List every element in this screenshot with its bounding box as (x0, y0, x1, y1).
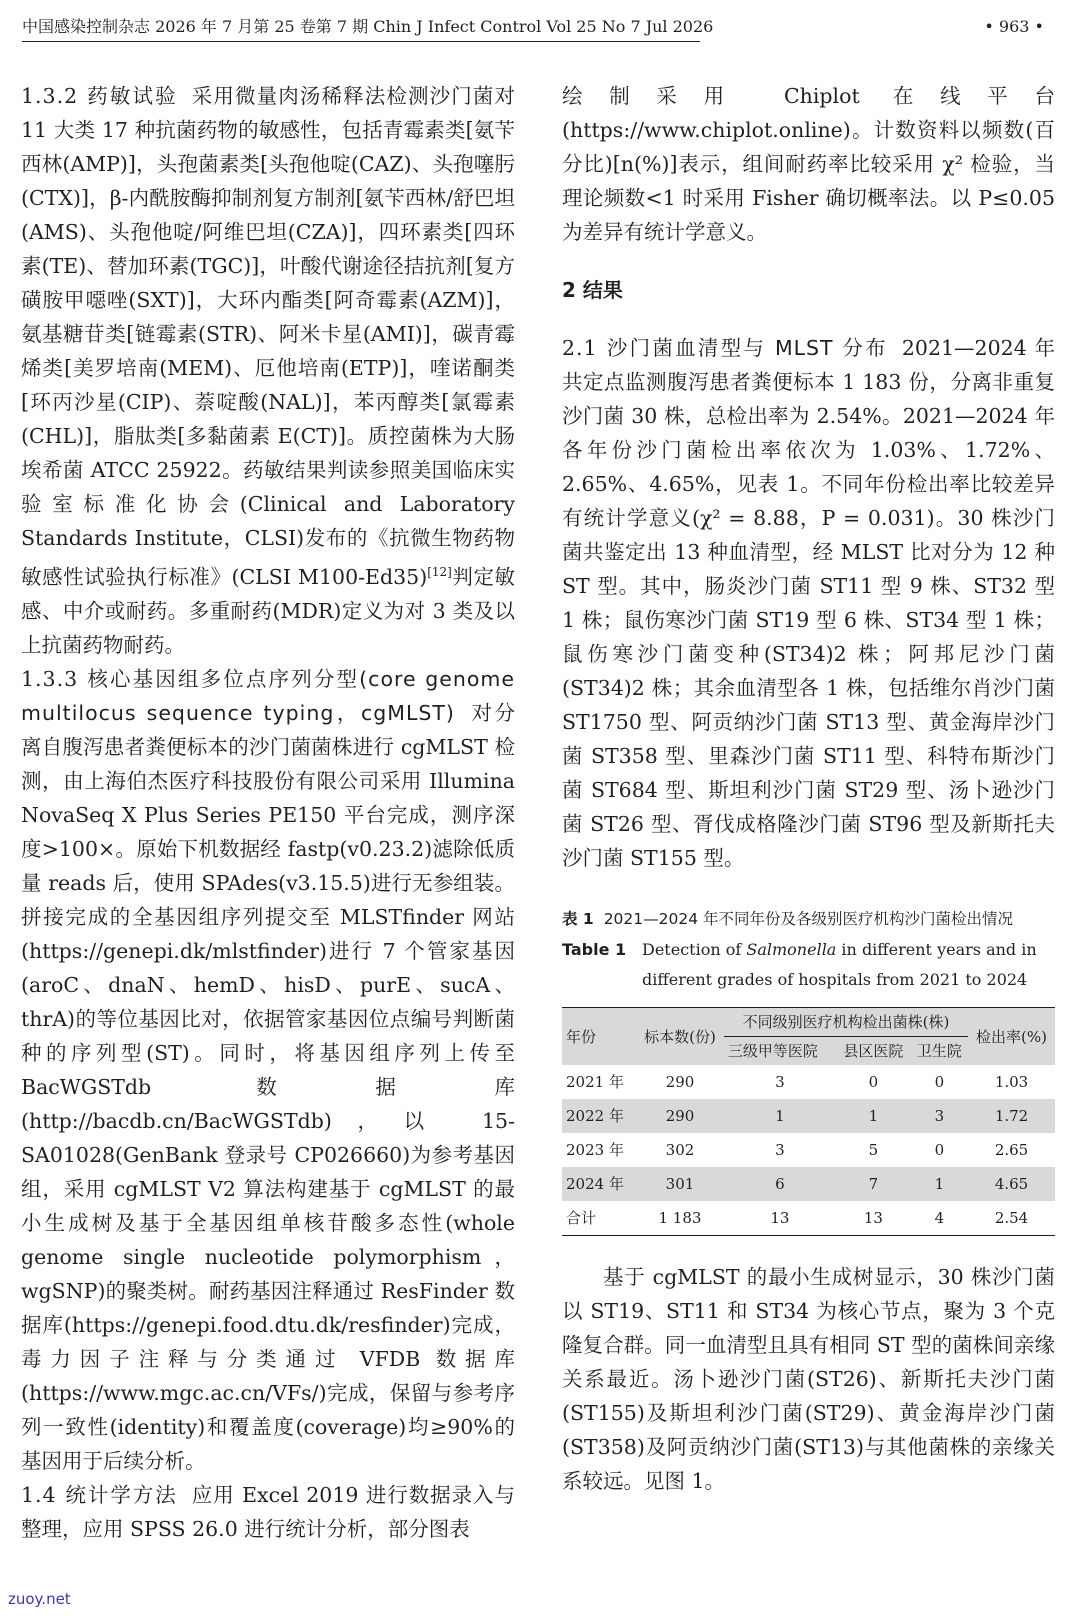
cell-county: 5 (868, 1141, 879, 1159)
cell-samples: 301 (636, 1167, 724, 1201)
paragraph-text: 应用 Excel 2019 进行数据录入与整理，应用 SPSS 26.0 进行统计分析，部分图表 (21, 1482, 515, 1541)
section-title: 统计学方法 (64, 1482, 178, 1507)
paragraph-text: 对分离自腹泻患者粪便标本的沙门菌菌株进行 cgMLST 检测，由上海伯杰医疗科技股份有限公司采用 Illumina NovaSeq X Plus Series PE150 平台完成，测序深度>100×。原始下机数据经 fastp(v0.23.2)滤除低质量 reads 后，使用 SPAdes(v3.15.5)进行无参组装。拼接完成的全基因组序列提交至 MLSTfinder 网站(https://genepi.dk/mlstfinder)进行 7 个管家基因(aroC、dnaN、hemD、hisD、purE、sucA、thrA)的等位基因比对，依据管家基因位点编号判断菌种的序列型(ST)。同时，将基因组序列上传至 BacWGSTdb 数据库(http://bacdb.cn/BacWGSTdb)，以 15-SA01028(GenBank 登录号 CP026660)为参考基因组，采用 cgMLST V2 算法构建基于 cgMLST 的最小生成树及基于全基因组单核苷酸多态性(whole genome single nucleotide polymorphism，wgSNP)的聚类树。耐药基因注释通过 ResFinder 数据库(https://genepi.food.dtu.dk/resfinder)完成，毒力因子注释与分类通过 VFDB 数据库(https://www.mgc.ac.cn/VFs/)完成，保留与参考序列一致性(identity)和覆盖度(coverage)均≥90%的基因用于后续分析。 (21, 700, 516, 1473)
caption-text: in different years and in different grades of hospitals from 2021 to 2024 (642, 940, 1037, 989)
table-caption-en (562, 935, 1055, 995)
cell-samples: 290 (636, 1099, 724, 1133)
cell-tertiary: 1 (724, 1099, 836, 1133)
table-title-cn: 2021—2024 年不同年份及各级别医疗机构沙门菌检出情况 (603, 910, 1014, 928)
table-caption-cn (562, 905, 1055, 933)
cell-rate: 2.65 (994, 1141, 1029, 1159)
cell-tertiary: 6 (724, 1167, 836, 1201)
section-heading-results: 2 结果 (562, 278, 623, 302)
section-2-1 (562, 331, 1055, 875)
section-title: 药敏试验 (86, 84, 178, 108)
cell-county: 0 (868, 1073, 879, 1091)
cell-county: 1 (836, 1099, 911, 1133)
journal-citation: 中国感染控制杂志 2026 年 7 月第 25 卷第 7 期 Chin J Infect Control Vol 25 No 7 Jul 2026 (22, 17, 714, 36)
section-number: 1.3.3 (21, 666, 79, 691)
cell-year: 合计 (566, 1209, 597, 1227)
table-row (562, 1099, 1055, 1133)
table-label-en: Table 1 (562, 940, 627, 959)
paragraph-text: 判定敏感、中介或耐药。多重耐药(MDR)定义为对 3 类及以上抗菌药物耐药。 (21, 564, 516, 657)
section-title: 沙门菌血清型与 MLST 分布 (605, 336, 888, 360)
cell-year: 2021 年 (566, 1073, 624, 1091)
cell-health: 0 (934, 1141, 945, 1159)
left-column (21, 79, 515, 1546)
cell-county: 13 (863, 1209, 883, 1227)
header-tertiary: 三级甲等医院 (724, 1037, 836, 1066)
table-row (562, 1133, 1055, 1167)
header-health-center: 卫生院 (911, 1037, 968, 1066)
section-1-4 (21, 1478, 515, 1546)
section-1-3-2 (21, 79, 515, 662)
cell-year: 2024 年 (562, 1167, 636, 1201)
cell-rate: 2.54 (994, 1209, 1029, 1227)
paragraph-after-table: 基于 cgMLST 的最小生成树显示，30 株沙门菌以 ST19、ST11 和 ST34 为核心节点，聚为 3 个克隆复合群。同一血清型且具有相同 ST 型的菌株间亲缘关系最近。汤卜逊沙门菌(ST26)、新斯托夫沙门菌(ST155)及斯坦利沙门菌(ST29)、黄金海岸沙门菌(ST358)及阿贡纳沙门菌(ST13)与其他菌株的亲缘关系较远。见图 1。 (562, 1265, 1055, 1493)
cell-health: 0 (934, 1073, 945, 1091)
citation-ref[interactable]: [12] (427, 565, 452, 579)
cell-tertiary: 13 (770, 1209, 790, 1227)
paragraph-continued: 绘制采用 Chiplot 在线平台(https://www.chiplot.online)。计数资料以频数(百分比)[n(%)]表示，组间耐药率比较采用 χ² 检验，当理论频数<1 时采用 Fisher 确切概率法。以 P≤0.05 为差异有统计学意义。 (562, 84, 1055, 244)
table-row (562, 1167, 1055, 1201)
header-hospital-group: 不同级别医疗机构检出菌株(株) (724, 1008, 968, 1037)
cell-tertiary: 3 (775, 1073, 785, 1091)
page-number: • 963 • (984, 17, 1044, 36)
paragraph-text: 采用微量肉汤稀释法检测沙门菌对 11 大类 17 种抗菌药物的敏感性，包括青霉素类[氨苄西林(AMP)]，头孢菌素类[头孢他啶(CAZ)、头孢噻肟(CTX)]，β-内酰胺酶抑制剂复方制剂[氨苄西林/舒巴坦(AMS)、头孢他啶/阿维巴坦(CZA)]，四环素类[四环素(TE)、替加环素(TGC)]，叶酸代谢途径拮抗剂[复方磺胺甲噁唑(SXT)]，大环内酯类[阿奇霉素(AZM)]，氨基糖苷类[链霉素(STR)、阿米卡星(AMI)]，碳青霉烯类[美罗培南(MEM)、厄他培南(ETP)]，喹诺酮类[环丙沙星(CIP)、萘啶酸(NAL)]，苯丙醇类[氯霉素(CHL)]，脂肽类[多黏菌素 E(CT)]。质控菌株为大肠埃希菌 ATCC 25922。药敏结果判读参照美国临床实验室标准化协会(Clinical and Laboratory Standards Institute，CLSI)发布的《抗微生物药物敏感性试验执行标准》(CLSI M100-Ed35) (21, 84, 516, 589)
right-column (562, 79, 1055, 1498)
caption-species: Salmonella (746, 940, 837, 959)
section-number: 1.3.2 (21, 84, 79, 108)
section-1-3-3 (21, 662, 515, 1478)
cell-rate: 1.72 (968, 1099, 1055, 1133)
cell-samples: 1 183 (658, 1209, 702, 1227)
cell-health: 3 (911, 1099, 968, 1133)
section-number: 2.1 (562, 336, 598, 360)
table-row (562, 1065, 1055, 1099)
cell-county: 7 (836, 1167, 911, 1201)
header-year: 年份 (562, 1008, 636, 1066)
section-number: 1.4 (21, 1482, 57, 1507)
table-1 (562, 1007, 1055, 1236)
table-row-total (562, 1201, 1055, 1236)
cell-health: 4 (934, 1209, 945, 1227)
table-label-cn: 表 1 (562, 910, 594, 928)
cell-tertiary: 3 (775, 1141, 785, 1159)
header-county: 县区医院 (836, 1037, 911, 1066)
cell-samples: 290 (665, 1073, 695, 1091)
header-rate: 检出率(%) (968, 1008, 1055, 1066)
cell-health: 1 (911, 1167, 968, 1201)
header-samples: 标本数(份) (636, 1008, 724, 1066)
paragraph-text: 2021—2024 年共定点监测腹泻患者粪便标本 1 183 份，分离非重复沙门菌 30 株，总检出率为 2.54%。2021—2024 年各年份沙门菌检出率依次为 1.03%、1.72%、2.65%、4.65%，见表 1。不同年份检出率比较差异有统计学意义(χ² = 8.88，P = 0.031)。30 株沙门菌共鉴定出 13 种血清型，经 MLST 比对分为 12 种 ST 型。其中，肠炎沙门菌 ST11 型 9 株、ST32 型 1 株；鼠伤寒沙门菌 ST19 型 6 株、ST34 型 1 株；鼠伤寒沙门菌变种(ST34)2 株；阿邦尼沙门菌(ST34)2 株；其余血清型各 1 株，包括维尔肖沙门菌 ST1750 型、阿贡纳沙门菌 ST13 型、黄金海岸沙门菌 ST358 型、里森沙门菌 ST11 型、科特布斯沙门菌 ST684 型、斯坦利沙门菌 ST29 型、汤卜逊沙门菌 ST26 型、胥伐成格隆沙门菌 ST96 型及新斯托夫沙门菌 ST155 型。 (562, 336, 1055, 870)
cell-rate: 1.03 (994, 1073, 1029, 1091)
caption-text: Detection of (642, 940, 747, 959)
watermark: zuoy.net (8, 1590, 71, 1608)
section-title: 核心基因组多位点序列分型(core genome multilocus sequence typing，cgMLST) (21, 666, 515, 725)
cell-year: 2022 年 (562, 1099, 636, 1133)
header-rule (22, 41, 700, 42)
cell-year: 2023 年 (566, 1141, 624, 1159)
cell-samples: 302 (665, 1141, 695, 1159)
cell-rate: 4.65 (968, 1167, 1055, 1201)
